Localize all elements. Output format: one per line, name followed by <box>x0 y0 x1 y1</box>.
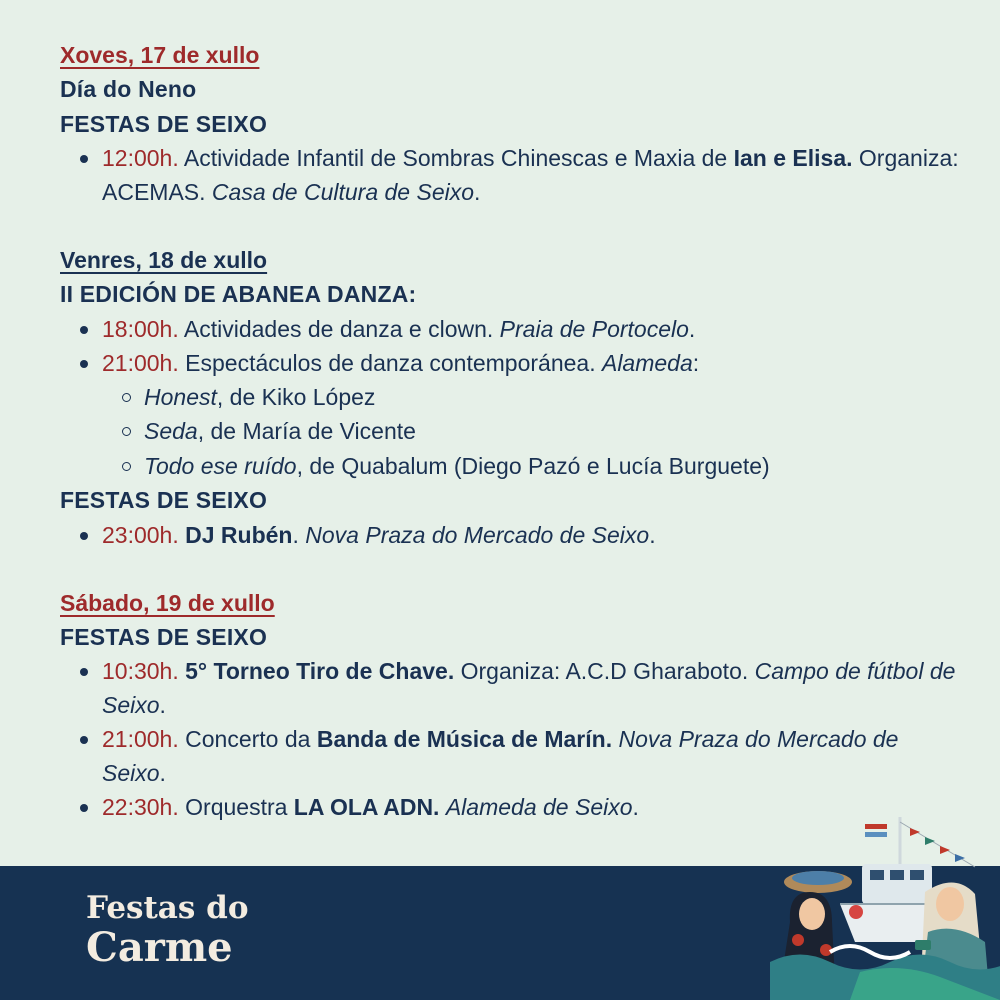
event-punct: . <box>649 521 656 548</box>
performance-author: , de Quabalum (Diego Pazó e Lucía Burguete) <box>296 452 770 479</box>
logo-line-2: Carme <box>86 924 233 971</box>
event-group-heading: II EDICIÓN DE ABANEA DANZA: <box>60 281 417 307</box>
event-punct: : <box>692 349 700 376</box>
day-title: Venres, 18 de xullo <box>60 247 268 273</box>
performance-author: , de Kiko López <box>216 383 376 410</box>
event-time: 21:00h. <box>102 726 179 752</box>
event-item <box>102 654 960 722</box>
event-text: Organiza: A.C.D Gharaboto. <box>454 658 755 684</box>
performance-item <box>144 449 960 484</box>
event-punct: . <box>159 760 166 786</box>
event-item <box>102 346 960 484</box>
event-group-heading: FESTAS DE SEIXO <box>60 623 268 650</box>
event-item <box>102 312 960 346</box>
event-highlight: 5° Torneo Tiro de Chave. <box>185 658 455 684</box>
event-group-heading: FESTAS DE SEIXO <box>60 110 268 137</box>
event-list <box>60 654 960 824</box>
event-time: 10:30h. <box>102 658 179 684</box>
event-highlight: Ian e Elisa. <box>733 145 853 171</box>
event-venue: Campo de fútbol de Seixo <box>102 658 956 718</box>
performance-item <box>144 380 960 415</box>
event-time: 21:00h. <box>102 349 179 376</box>
day-section-friday <box>60 243 960 552</box>
event-text: Espectáculos de danza contemporánea. <box>178 349 602 376</box>
event-text: . <box>292 521 306 548</box>
festival-illustration <box>770 812 1000 1000</box>
event-venue: Nova Praza do Mercado de Seixo <box>102 726 899 786</box>
performance-item <box>144 414 960 449</box>
event-time: 23:00h. <box>102 521 179 548</box>
event-punct: . <box>632 794 639 820</box>
day-section-thursday <box>60 38 960 209</box>
event-text: Orquestra <box>178 794 294 820</box>
event-list <box>60 518 960 552</box>
event-text: Actividade Infantil de Sombras Chinescas e Maxia de <box>178 145 734 171</box>
event-punct: . <box>688 315 696 342</box>
event-highlight: Banda de Música de Marín. <box>316 726 613 752</box>
event-highlight: DJ Rubén <box>185 521 293 548</box>
event-punct: . <box>159 692 166 718</box>
event-group-heading: FESTAS DE SEIXO <box>60 487 268 513</box>
event-item <box>102 518 960 552</box>
event-list <box>60 141 960 209</box>
event-venue: Alameda de Seixo <box>445 794 633 820</box>
event-venue: Casa de Cultura de Seixo <box>211 179 475 205</box>
performance-author: , de María de Vicente <box>197 418 416 444</box>
event-text: Concerto da <box>178 726 317 752</box>
performance-title: Honest <box>144 383 217 410</box>
day-section-saturday <box>60 586 960 825</box>
event-highlight: LA OLA ADN. <box>293 794 440 820</box>
event-item <box>102 722 960 790</box>
event-text: Organiza: ACEMAS. <box>102 145 959 205</box>
event-item <box>102 141 960 209</box>
logo-line-1: Festas do <box>86 890 249 926</box>
event-venue: Nova Praza do Mercado de Seixo <box>305 521 650 548</box>
performance-title: Todo ese ruído <box>144 452 297 479</box>
performance-title: Seda <box>144 418 198 444</box>
event-list <box>60 312 960 484</box>
event-venue: Praia de Portocelo <box>499 315 689 342</box>
event-time: 22:30h. <box>102 794 179 820</box>
day-subtitle: Día do Neno <box>60 76 197 102</box>
event-venue: Alameda <box>601 349 693 376</box>
event-time: 12:00h. <box>102 145 179 171</box>
day-title: Sábado, 19 de xullo <box>60 589 275 616</box>
festas-do-carme-logo <box>86 890 249 970</box>
event-punct: . <box>474 179 481 205</box>
program-content <box>60 38 960 858</box>
performance-list <box>102 380 960 484</box>
event-text: Actividades de danza e clown. <box>178 315 500 342</box>
day-title: Xoves, 17 de xullo <box>60 42 260 68</box>
event-time: 18:00h. <box>102 315 179 342</box>
